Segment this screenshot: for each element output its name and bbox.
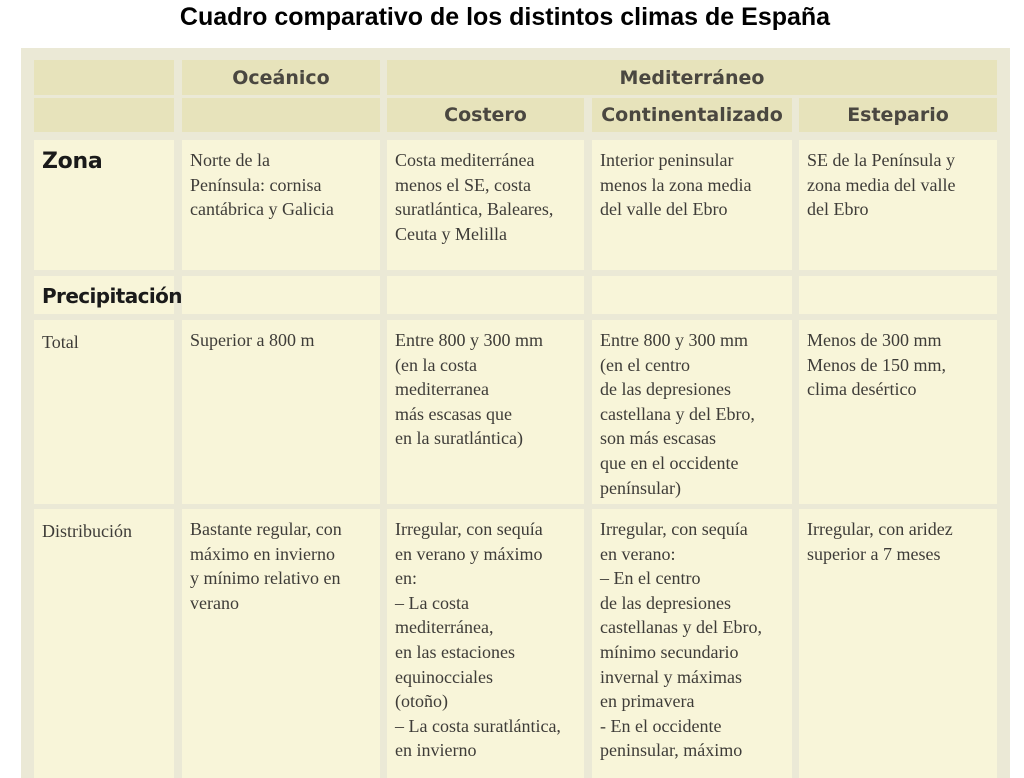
- precipitacion-continentalizado: [592, 276, 792, 314]
- precipitacion-costero: [387, 276, 584, 314]
- header-oceanico: Oceánico: [182, 60, 380, 95]
- precipitacion-oceanico: [182, 276, 380, 314]
- total-continentalizado: Entre 800 y 300 mm (en el centro de las depresiones castellana y del Ebro, son más escasas que en el occidente penínsular): [592, 320, 792, 504]
- header-costero: Costero: [387, 98, 584, 132]
- page-title: Cuadro comparativo de los distintos climas de España: [179, 3, 831, 31]
- distribucion-estepario: Irregular, con aridez superior a 7 meses: [799, 509, 997, 778]
- header-estepario: Estepario: [799, 98, 997, 132]
- row-label-total: Total: [34, 320, 174, 504]
- total-costero: Entre 800 y 300 mm (en la costa mediterranea más escasas que en la suratlántica): [387, 320, 584, 504]
- row-label-distribucion: Distribución: [34, 509, 174, 778]
- distribucion-continentalizado: Irregular, con sequía en verano: – En el centro de las depresiones castellanas y del Ebro, mínimo secundario invernal y máximas en primavera - En el occidente peninsular, máximo: [592, 509, 792, 778]
- row-label-precipitacion: Precipitación: [34, 276, 174, 314]
- row-label-zona: Zona: [34, 140, 174, 270]
- header-empty-corner: [34, 60, 174, 95]
- zona-oceanico: Norte de la Península: cornisa cantábrica y Galicia: [182, 140, 380, 270]
- total-oceanico: Superior a 800 m: [182, 320, 380, 504]
- header-continentalizado: Continentalizado: [592, 98, 792, 132]
- zona-estepario: SE de la Península y zona media del valle del Ebro: [799, 140, 997, 270]
- precipitacion-estepario: [799, 276, 997, 314]
- distribucion-costero: Irregular, con sequía en verano y máximo en: – La costa mediterránea, en las estaciones equinocciales (otoño) – La costa suratlántica, en invierno: [387, 509, 584, 778]
- distribucion-oceanico: Bastante regular, con máximo en invierno y mínimo relativo en verano: [182, 509, 380, 778]
- zona-costero: Costa mediterránea menos el SE, costa suratlántica, Baleares, Ceuta y Melilla: [387, 140, 584, 270]
- total-estepario: Menos de 300 mm Menos de 150 mm, clima desértico: [799, 320, 997, 504]
- header-empty-oceanico: [182, 98, 380, 132]
- zona-continentalizado: Interior peninsular menos la zona media del valle del Ebro: [592, 140, 792, 270]
- climate-comparison-table: [21, 48, 1010, 778]
- header-mediterraneo: Mediterráneo: [387, 60, 997, 95]
- header-empty-left: [34, 98, 174, 132]
